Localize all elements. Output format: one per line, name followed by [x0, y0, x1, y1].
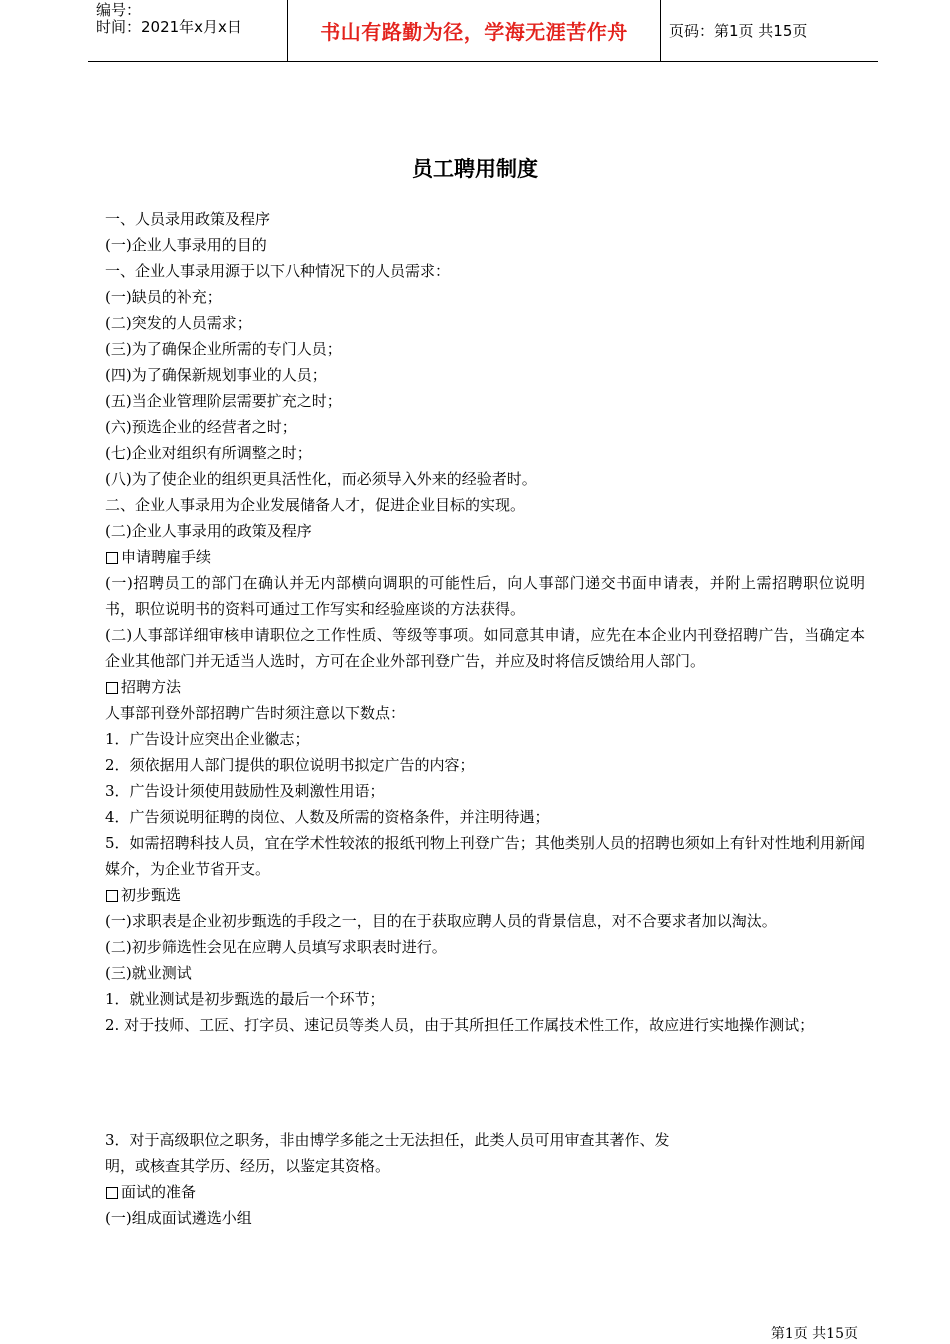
paragraph-text: (七)企业对组织有所调整之时；: [105, 444, 312, 462]
paragraph: [105, 570, 865, 622]
paragraph-text: 招聘方法: [121, 678, 182, 696]
paragraph: [105, 206, 865, 232]
paragraph-text: (四)为了确保新规划事业的人员；: [105, 366, 327, 384]
paragraph-text: (一)求职表是企业初步甄选的手段之一，目的在于获取应聘人员的背景信息，对不合要求者加以淘汰。: [105, 912, 777, 930]
paragraph: [105, 1179, 865, 1205]
paragraph-text: (五)当企业管理阶层需要扩充之时；: [105, 392, 342, 410]
paragraph: [105, 700, 865, 726]
paragraph-text: 3．对于高级职位之职务，非由博学多能之士无法担任，此类人员可用审查其著作、发: [105, 1131, 670, 1149]
checkbox-bullet-icon: [106, 890, 118, 902]
paragraph-text: 1．广告设计应突出企业徽志；: [105, 730, 310, 748]
paragraph: [105, 778, 865, 804]
paragraph: [105, 388, 865, 414]
paragraph: [105, 986, 865, 1012]
paragraph: [105, 336, 865, 362]
document-title: 员工聘用制度: [412, 157, 538, 181]
paragraph-text: (三)就业测试: [105, 964, 192, 982]
paragraph: [105, 674, 865, 700]
paragraph: [105, 1153, 865, 1179]
paragraph: [105, 622, 865, 674]
paragraph-text: (一)组成面试遴选小组: [105, 1209, 252, 1227]
document-body-bottom: [105, 1127, 865, 1231]
paragraph: [105, 1205, 865, 1231]
paragraph: [105, 544, 865, 570]
paragraph: [105, 960, 865, 986]
paragraph-text: (一)招聘员工的部门在确认并无内部横向调职的可能性后，向人事部门递交书面申请表，并附上需招聘职位说明书，职位说明书的资料可通过工作写实和经验座谈的方法获得。: [105, 574, 865, 618]
paragraph: [105, 466, 865, 492]
checkbox-bullet-icon: [106, 682, 118, 694]
paragraph: [105, 414, 865, 440]
header-meta: [88, 0, 288, 61]
paragraph-text: (一)缺员的补充；: [105, 288, 222, 306]
page-footer: 第1页 共15页: [770, 1326, 858, 1342]
paragraph-text: 初步甄选: [121, 886, 182, 904]
page-header: [88, 0, 878, 62]
paragraph-text: 1．就业测试是初步甄选的最后一个环节；: [105, 990, 385, 1008]
paragraph-text: (六)预选企业的经营者之时；: [105, 418, 297, 436]
paragraph-text: 2．须依据用人部门提供的职位说明书拟定广告的内容；: [105, 756, 475, 774]
paragraph: [105, 284, 865, 310]
document-body-top: [105, 206, 865, 1038]
paragraph-text: 一、企业人事录用源于以下八种情况下的人员需求：: [105, 262, 451, 280]
paragraph-text: (二)初步筛选性会见在应聘人员填写求职表时进行。: [105, 938, 447, 956]
paragraph: [105, 440, 865, 466]
paragraph-text: 二、企业人事录用为企业发展储备人才，促进企业目标的实现。: [105, 496, 526, 514]
header-motto: 书山有路勤为径，学海无涯苦作舟: [288, 0, 661, 61]
paragraph-text: 2. 对于技师、工匠、打字员、速记员等类人员，由于其所担任工作属技术性工作，故应进行实地操作测试；: [105, 1016, 815, 1034]
paragraph-text: 5．如需招聘科技人员，宜在学术性较浓的报纸刊物上刊登广告；其他类别人员的招聘也须如上有针对性地利用新闻媒介，为企业节省开支。: [105, 834, 865, 878]
paragraph: [105, 830, 865, 882]
paragraph-text: (八)为了使企业的组织更具活性化，而必须导入外来的经验者时。: [105, 470, 537, 488]
paragraph-text: 面试的准备: [121, 1183, 197, 1201]
paragraph-text: 一、人员录用政策及程序: [105, 210, 271, 228]
paragraph-text: 3．广告设计须使用鼓励性及刺激性用语；: [105, 782, 385, 800]
paragraph-text: 申请聘雇手续: [121, 548, 212, 566]
paragraph: [105, 258, 865, 284]
paragraph: [105, 726, 865, 752]
header-page-label: 页码：第1页 共15页: [669, 22, 808, 40]
paragraph: [105, 1127, 865, 1153]
paragraph-text: (二)突发的人员需求；: [105, 314, 252, 332]
checkbox-bullet-icon: [106, 1187, 118, 1199]
paragraph-text: 人事部刊登外部招聘广告时须注意以下数点：: [105, 704, 406, 722]
paragraph: [105, 882, 865, 908]
time-label: 时间：2021年x月x日: [96, 18, 242, 36]
paragraph: [105, 804, 865, 830]
paragraph-text: 4．广告须说明征聘的岗位、人数及所需的资格条件，并注明待遇；: [105, 808, 550, 826]
paragraph: [105, 362, 865, 388]
paragraph: [105, 752, 865, 778]
paragraph: [105, 310, 865, 336]
paragraph-text: (三)为了确保企业所需的专门人员；: [105, 340, 342, 358]
checkbox-bullet-icon: [106, 552, 118, 564]
paragraph-text: (二)企业人事录用的政策及程序: [105, 522, 312, 540]
paragraph: [105, 1012, 865, 1038]
paragraph: [105, 908, 865, 934]
paragraph: [105, 518, 865, 544]
paragraph-text: 明，或核查其学历、经历，以鉴定其资格。: [105, 1157, 391, 1175]
number-label: 编号：: [96, 1, 142, 19]
paragraph-text: (二)人事部详细审核申请职位之工作性质、等级等事项。如同意其申请，应先在本企业内刊登招聘广告，当确定本企业其他部门并无适当人选时，方可在企业外部刊登广告，并应及时将信反馈给用人部门。: [105, 626, 865, 670]
paragraph: [105, 934, 865, 960]
paragraph: [105, 232, 865, 258]
paragraph-text: (一)企业人事录用的目的: [105, 236, 267, 254]
paragraph: [105, 492, 865, 518]
